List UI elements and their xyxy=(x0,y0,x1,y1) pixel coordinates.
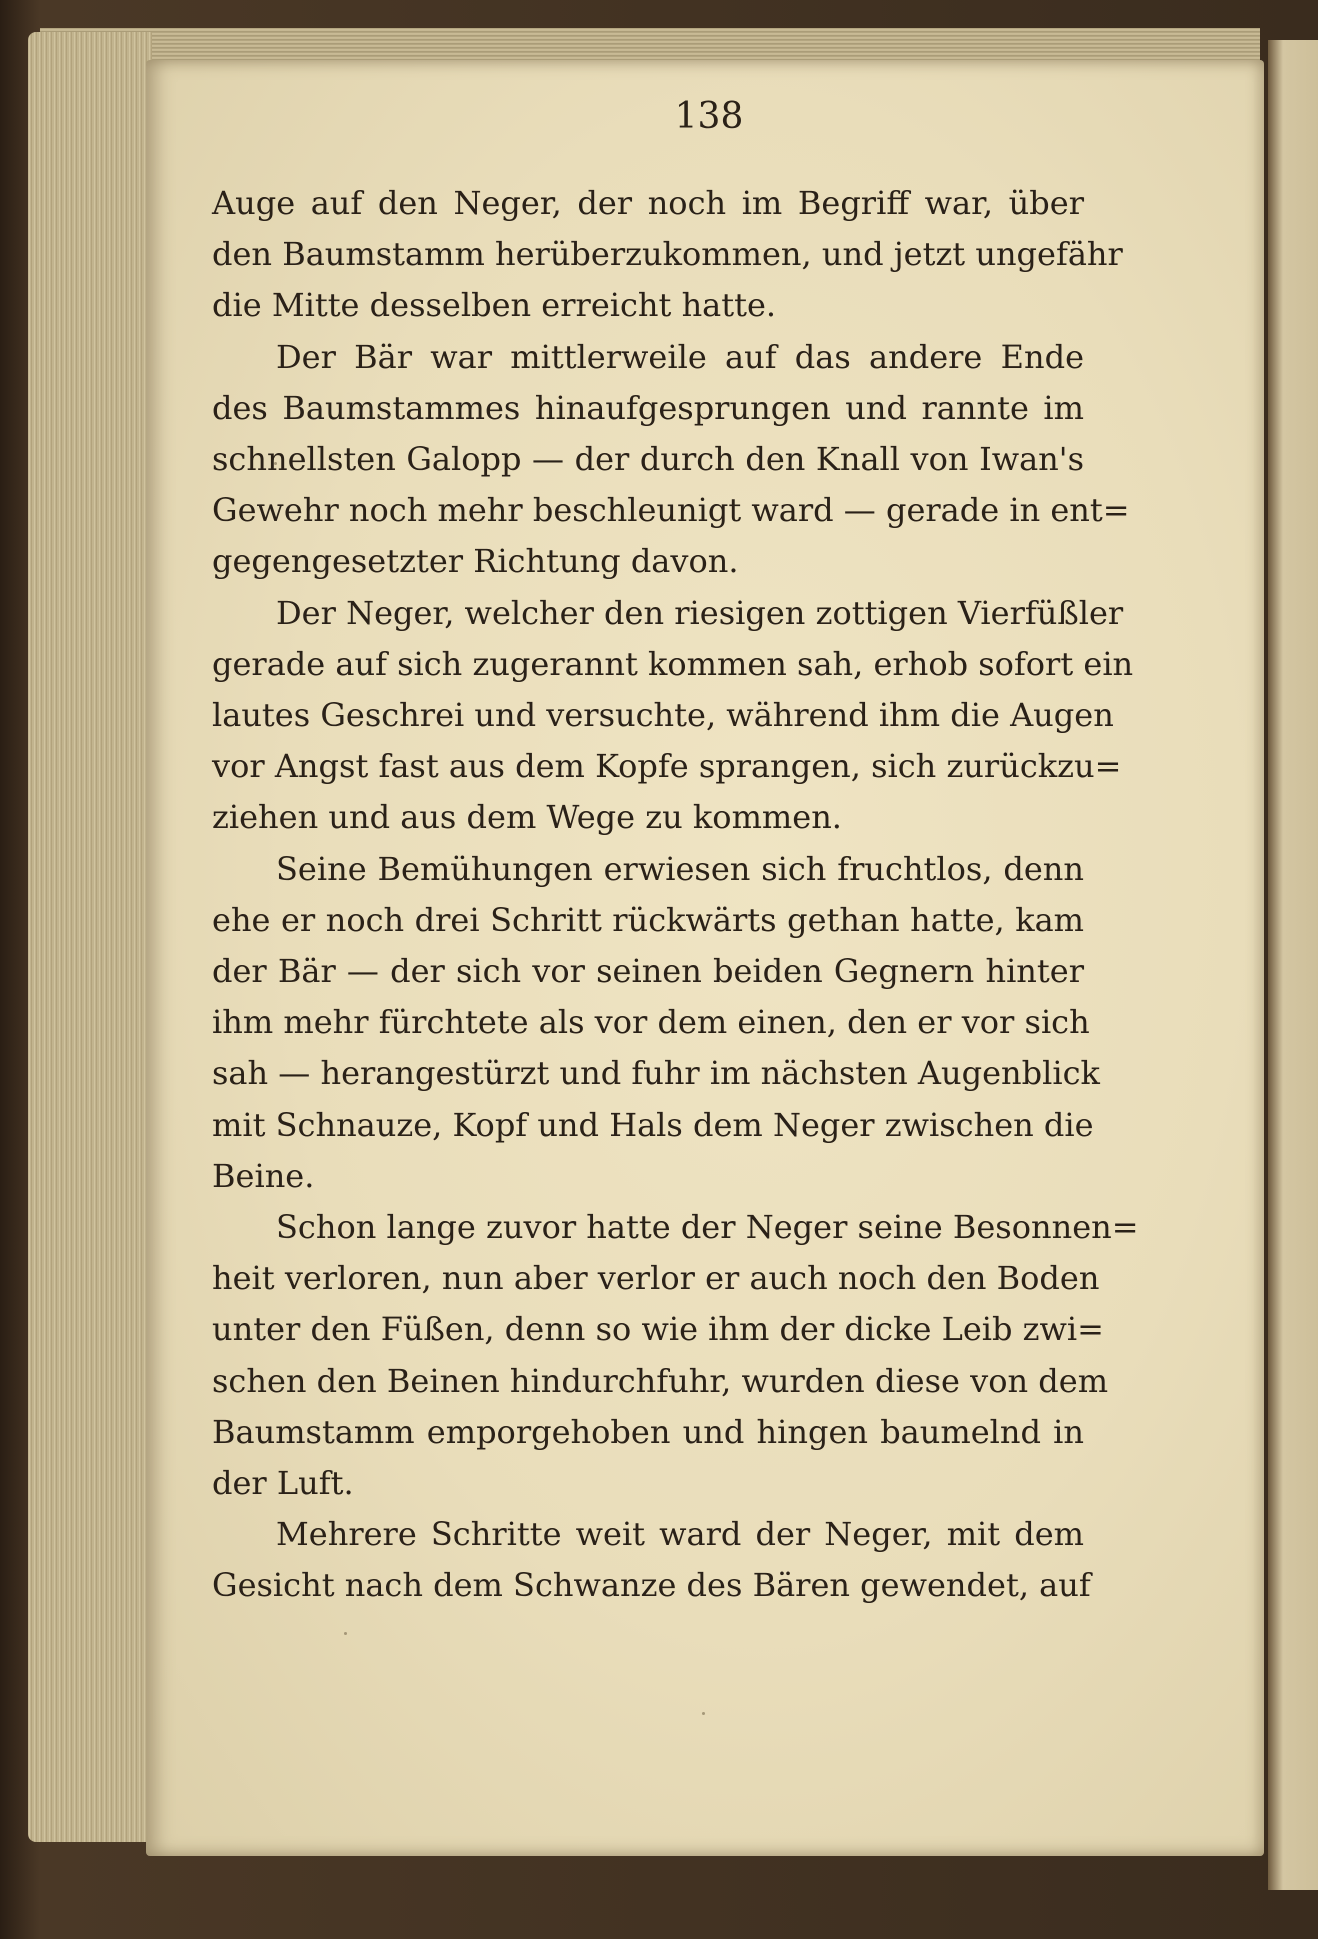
page-block-top-edge xyxy=(40,28,1260,64)
text-line: sah — herangestürzt und fuhr im nächsten Augenblick xyxy=(212,1054,1100,1093)
text-line: der Luft. xyxy=(212,1464,354,1503)
text-line: ziehen und aus dem Wege zu kommen. xyxy=(212,798,842,837)
text-line: schnellsten Galopp — der durch den Knall von Iwan's xyxy=(212,440,1084,479)
paper-speck xyxy=(702,1712,705,1715)
paragraph xyxy=(212,332,1130,588)
body-text xyxy=(212,178,1139,1612)
text-line: Seine Bemühungen erwiesen sich fruchtlos, denn xyxy=(276,849,1084,888)
text-line: Der Neger, welcher den riesigen zottigen Vierfüßler xyxy=(276,593,1124,632)
text-line: heit verloren, nun aber verlor er auch noch den Boden xyxy=(212,1259,1100,1298)
text-line: ehe er noch drei Schritt rückwärts gethan hatte, kam xyxy=(212,900,1084,939)
page-number: 138 xyxy=(674,96,744,137)
paragraph xyxy=(212,588,1134,844)
text-line: Baumstamm emporgehoben und hingen baumelnd in xyxy=(212,1412,1084,1451)
text-line: die Mitte desselben erreicht hatte. xyxy=(212,286,777,325)
text-line: der Bär — der sich vor seinen beiden Gegnern hinter xyxy=(212,952,1084,991)
text-line: gerade auf sich zugerannt kommen sah, erhob sofort ein xyxy=(212,644,1134,683)
text-line: Mehrere Schritte weit ward der Neger, mit dem xyxy=(276,1515,1084,1554)
paper-speck xyxy=(344,1632,347,1635)
paragraph xyxy=(212,178,1123,332)
text-line: Schon lange zuvor hatte der Neger seine Besonnen= xyxy=(276,1208,1139,1247)
paragraph xyxy=(212,1509,1091,1611)
paragraph xyxy=(212,844,1100,1202)
text-line: des Baumstammes hinaufgesprungen und rannte im xyxy=(212,388,1084,427)
text-line: Gewehr noch mehr beschleunigt ward — gerade in ent= xyxy=(212,491,1130,530)
page-block-left-edge xyxy=(28,32,152,1842)
text-line: den Baumstamm herüberzukommen, und jetzt ungefähr xyxy=(212,235,1123,274)
text-line: mit Schnauze, Kopf und Hals dem Neger zwischen die xyxy=(212,1105,1094,1144)
text-line: Auge auf den Neger, der noch im Begriff war, über xyxy=(212,184,1084,222)
text-line: Beine. xyxy=(212,1156,315,1195)
text-line: unter den Füßen, denn so wie ihm der dicke Leib zwi= xyxy=(212,1310,1104,1349)
paragraph xyxy=(212,1202,1139,1509)
text-line: schen den Beinen hindurchfuhr, wurden diese von dem xyxy=(212,1361,1109,1400)
text-line: Der Bär war mittlerweile auf das andere Ende xyxy=(276,337,1084,376)
text-line: Gesicht nach dem Schwanze des Bären gewendet, auf xyxy=(212,1566,1091,1605)
text-line: lautes Geschrei und versuchte, während ihm die Augen xyxy=(212,696,1114,735)
text-line: gegengesetzter Richtung davon. xyxy=(212,542,739,581)
facing-page-edge xyxy=(1268,40,1318,1890)
text-line: vor Angst fast aus dem Kopfe sprangen, sich zurückzu= xyxy=(212,747,1122,786)
text-line: ihm mehr fürchtete als vor dem einen, den er vor sich xyxy=(212,1003,1090,1042)
